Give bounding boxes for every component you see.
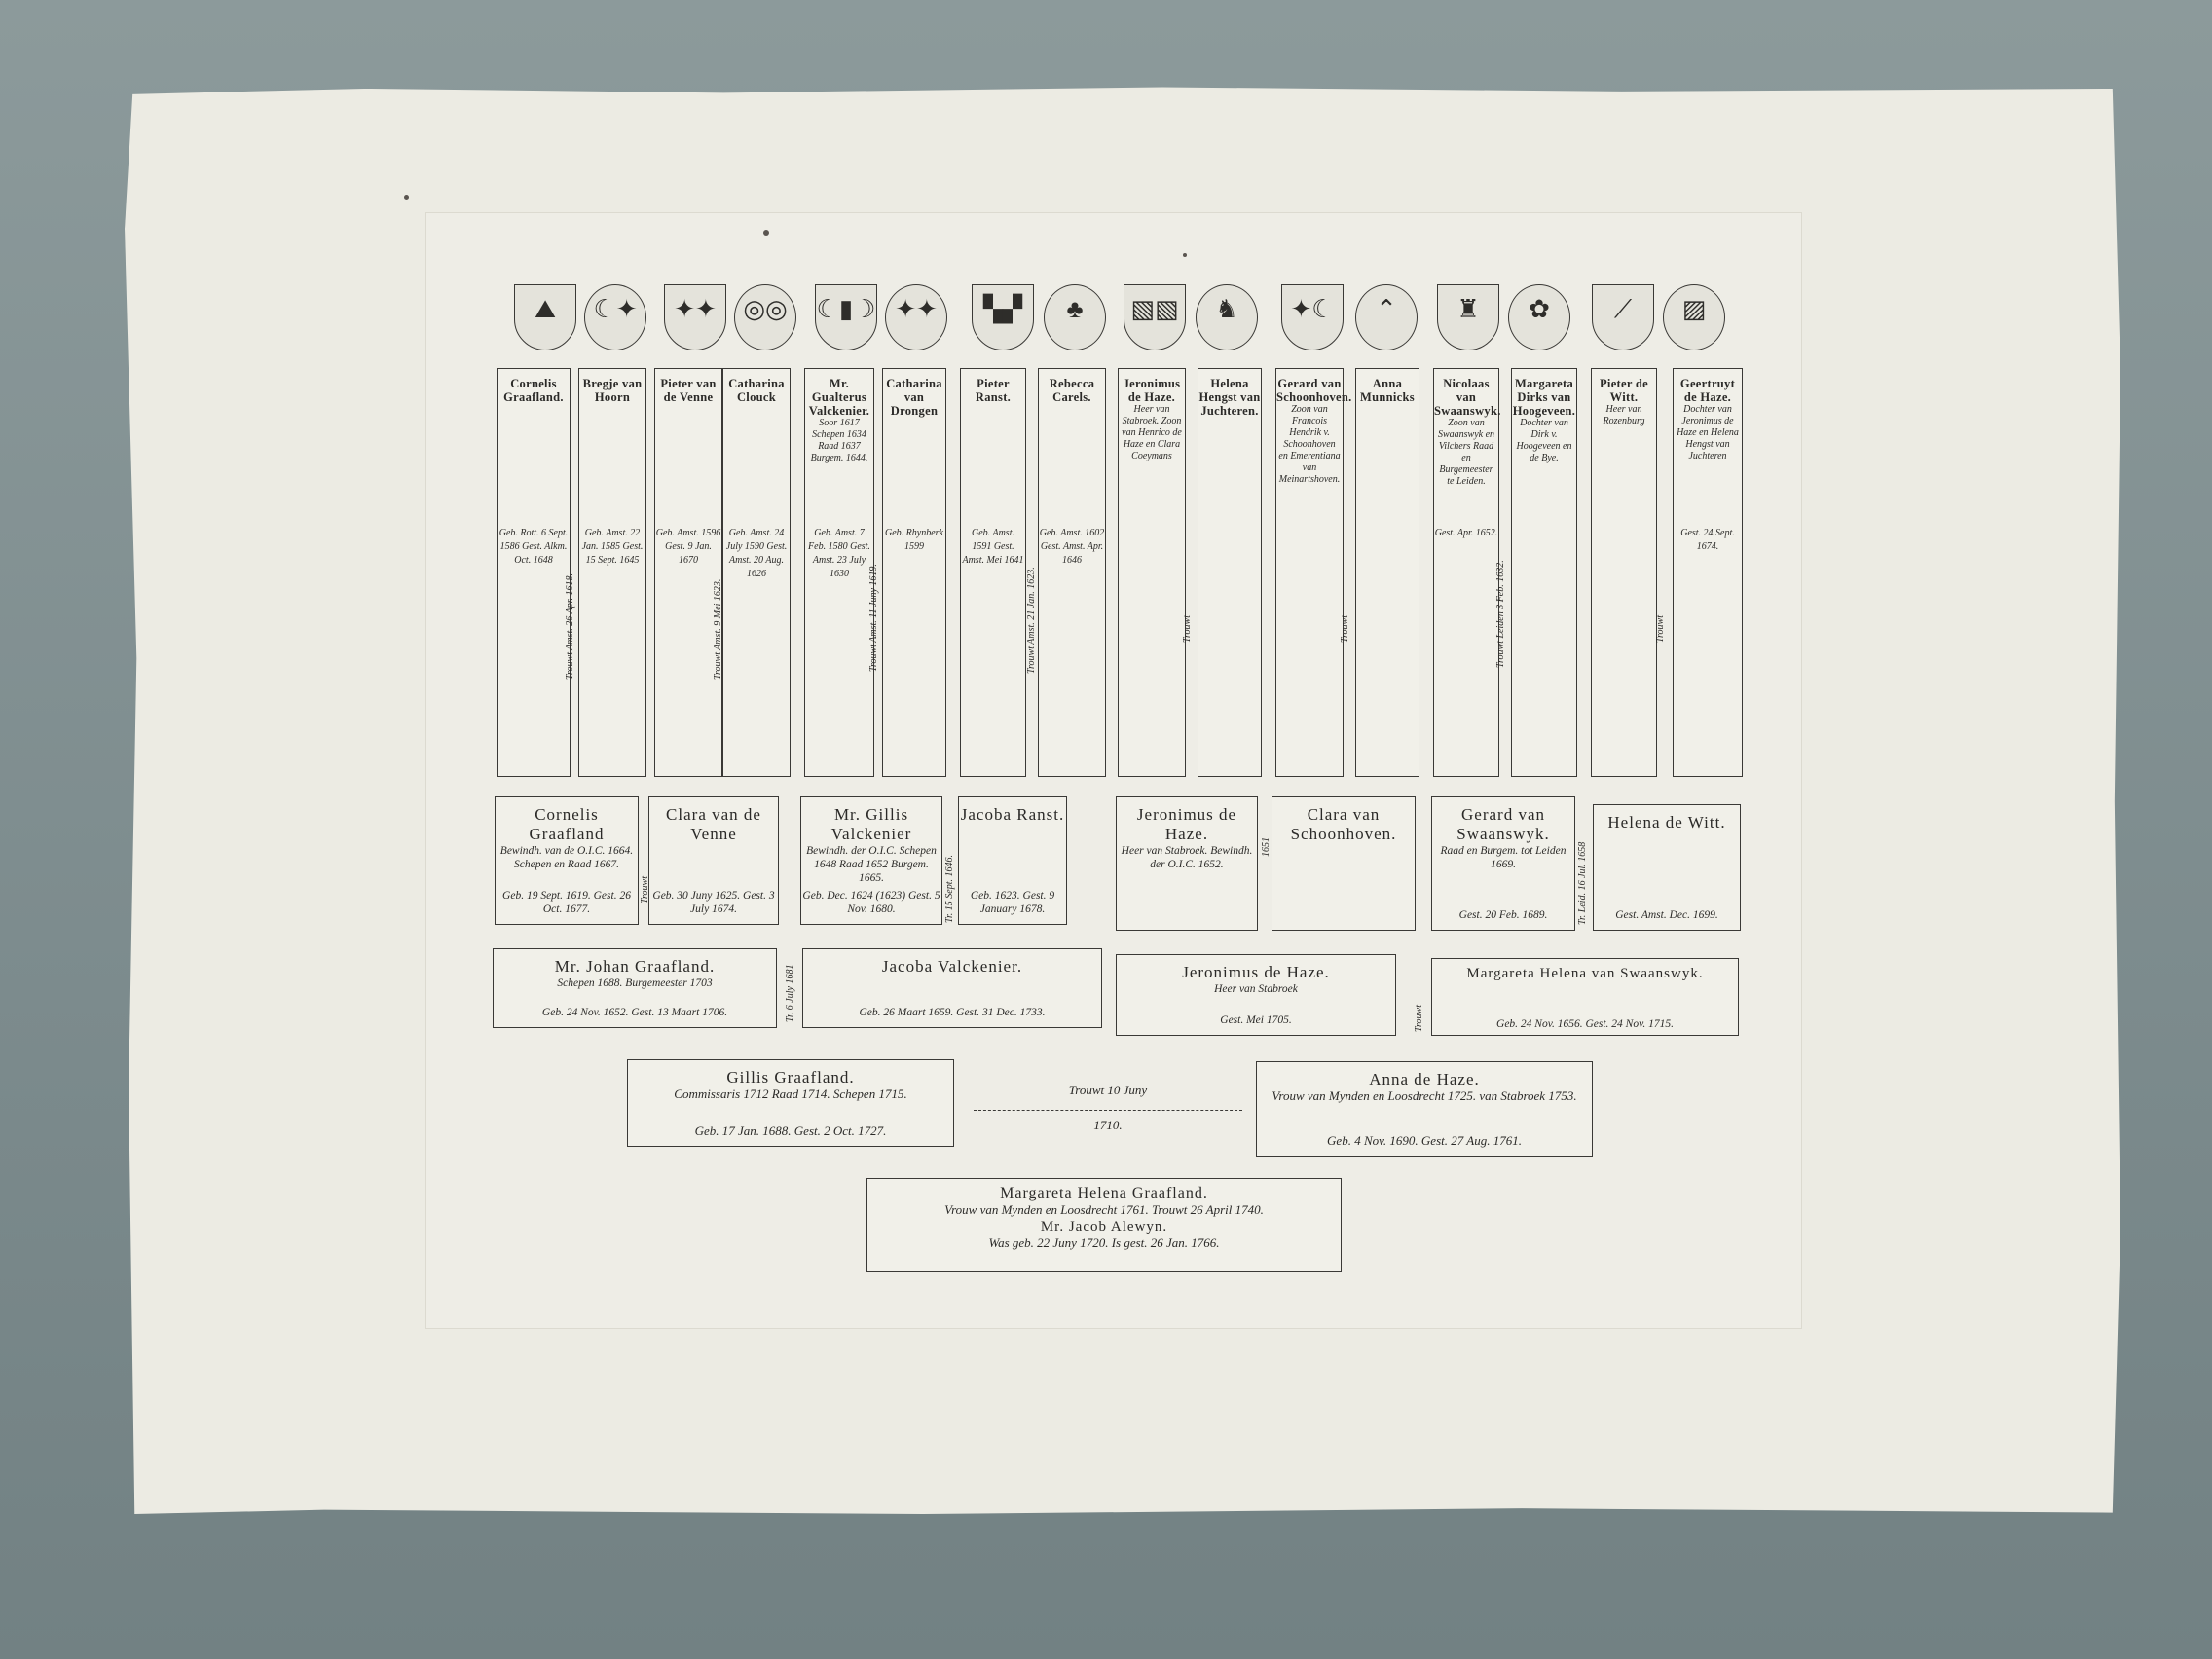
person-box: Mr. Johan Graafland. Schepen 1688. Burgemeester 1703 Geb. 24 Nov. 1652. Gest. 13 Maart 1706.	[493, 948, 777, 1028]
castle-arms-icon: ♜	[1437, 284, 1499, 350]
ancestor-column: Mr. Gualterus Valckenier. Soor 1617 Schepen 1634 Raad 1637 Burgem. 1644. Geb. Amst. 7 Feb. 1580 Gest. Amst. 23 July 1630	[804, 368, 874, 777]
marriage-note: Tr. 6 July 1681	[785, 964, 795, 1022]
marriage-note: Trouwt Amst. 11 Juny 1619.	[868, 564, 879, 672]
ancestor-column: Pieter de Witt. Heer van Rozenburg	[1591, 368, 1657, 777]
mountain-arms-icon: ⛰	[514, 284, 576, 350]
ancestor-column: Cornelis Graafland. Geb. Rott. 6 Sept. 1586 Gest. Alkm. Oct. 1648	[497, 368, 571, 777]
marriage-note: Trouwt	[1414, 1005, 1424, 1032]
foxing-spot	[1183, 253, 1187, 257]
person-box: Jeronimus de Haze. Heer van Stabroek. Bewindh. der O.I.C. 1652.	[1116, 796, 1258, 931]
marriage-note: Trouwt Leiden 3 Feb. 1632.	[1495, 560, 1506, 668]
person-box: Clara van Schoonhoven.	[1272, 796, 1416, 931]
bar-moons-arms-icon: ☾▮☽	[815, 284, 877, 350]
marriage-note: Trouwt Amst. 26 Apr. 1618.	[565, 572, 575, 680]
ancestor-column: Bregje van Hoorn Geb. Amst. 22 Jan. 1585 Gest. 15 Sept. 1645	[578, 368, 646, 777]
ancestor-column: Jeronimus de Haze. Heer van Stabroek. Zoon van Henrico de Haze en Clara Coeymans	[1118, 368, 1186, 777]
marriage-note: 1651	[1261, 837, 1272, 857]
person-box: Helena de Witt. Gest. Amst. Dec. 1699.	[1593, 804, 1741, 931]
stripes-arms-icon: ▨	[1663, 284, 1725, 350]
foxing-spot	[404, 195, 409, 200]
foxing-spot	[763, 230, 769, 236]
stars-arms-icon: ✦✦	[885, 284, 947, 350]
chevron-arms-icon: ⌃	[1355, 284, 1418, 350]
horse-arms-icon: ♞	[1196, 284, 1258, 350]
marriage-note: Trouwt	[1340, 615, 1350, 643]
rings-arms-icon: ◎◎	[734, 284, 796, 350]
person-box: Gillis Graafland. Commissaris 1712 Raad 1714. Schepen 1715. Geb. 17 Jan. 1688. Gest. 2 Oct. 1727.	[627, 1059, 954, 1147]
person-box: Jeronimus de Haze. Heer van Stabroek Gest. Mei 1705.	[1116, 954, 1396, 1036]
person-box: Cornelis Graafland Bewindh. van de O.I.C. 1664. Schepen en Raad 1667. Geb. 19 Sept. 1619. Gest. 26 Oct. 1677.	[495, 796, 639, 925]
ancestor-column: Catharina van Drongen Geb. Rhynberk 1599	[882, 368, 946, 777]
person-box: Anna de Haze. Vrouw van Mynden en Loosdrecht 1725. van Stabroek 1753. Geb. 4 Nov. 1690. Gest. 27 Aug. 1761.	[1256, 1061, 1593, 1157]
marriage-note: Tr. Leid. 16 Jul. 1658	[1577, 841, 1588, 925]
diagonal-arms-icon: ▧▧	[1124, 284, 1186, 350]
bend-arms-icon: ⟋	[1592, 284, 1654, 350]
person-box: Jacoba Ranst. Geb. 1623. Gest. 9 January 1678.	[958, 796, 1067, 925]
ancestor-column: Anna Munnicks	[1355, 368, 1419, 777]
person-box: Clara van de Venne Geb. 30 Juny 1625. Gest. 3 July 1674.	[648, 796, 779, 925]
marriage-note: Trouwt	[640, 876, 650, 903]
marriage-label: Trouwt 10 Juny	[1068, 1083, 1148, 1097]
marriage-note: Trouwt	[1655, 615, 1666, 643]
marriage-note: Trouwt Amst. 21 Jan. 1623.	[1026, 567, 1037, 674]
checker-arms-icon: ▚▞	[972, 284, 1034, 350]
person-box: Jacoba Valckenier. Geb. 26 Maart 1659. Gest. 31 Dec. 1733.	[802, 948, 1102, 1028]
marriage-note: Trouwt Amst. 9 Mei 1623.	[713, 578, 723, 680]
person-box: Margareta Helena van Swaanswyk. Geb. 24 Nov. 1656. Gest. 24 Nov. 1715.	[1431, 958, 1739, 1036]
descendant-box: Margareta Helena Graafland. Vrouw van Mynden en Loosdrecht 1761. Trouwt 26 April 1740. Mr. Jacob Alewyn. Was geb. 22 Juny 1720. Is gest. 26 Jan. 1766.	[866, 1178, 1342, 1272]
person-box: Gerard van Swaanswyk. Raad en Burgem. tot Leiden 1669. Gest. 20 Feb. 1689.	[1431, 796, 1575, 931]
ancestor-column: Nicolaas van Swaanswyk. Zoon van Swaanswyk en Vilchers Raad en Burgemeester te Leiden. Gest. Apr. 1652.	[1433, 368, 1499, 777]
marriage-note: Tr. 15 Sept. 1646.	[944, 854, 955, 923]
person-box: Mr. Gillis Valckenier Bewindh. der O.I.C. Schepen 1648 Raad 1652 Burgem. 1665. Geb. Dec. 1624 (1623) Gest. 5 Nov. 1680.	[800, 796, 942, 925]
marriage-line	[974, 1110, 1242, 1111]
tree-arms-icon: ♣	[1044, 284, 1106, 350]
ancestor-column: Pieter Ranst. Geb. Amst. 1591 Gest. Amst. Mei 1641	[960, 368, 1026, 777]
ancestor-column: Helena Hengst van Juchteren.	[1198, 368, 1262, 777]
marriage-note: Trouwt	[1182, 615, 1193, 643]
ancestor-column: Geertruyt de Haze. Dochter van Jeronimus de Haze en Helena Hengst van Juchteren Gest. 24 Sept. 1674.	[1673, 368, 1743, 777]
ancestor-column: Pieter van de Venne Geb. Amst. 1596 Gest. 9 Jan. 1670	[654, 368, 722, 777]
ancestor-column: Rebecca Carels. Geb. Amst. 1602 Gest. Amst. Apr. 1646	[1038, 368, 1106, 777]
moon-stars-arms-icon: ☾✦	[584, 284, 646, 350]
quartered-arms-icon: ✦☾	[1281, 284, 1344, 350]
stars-arms-icon: ✦✦	[664, 284, 726, 350]
rose-arms-icon: ✿	[1508, 284, 1570, 350]
ancestor-column: Catharina Clouck Geb. Amst. 24 July 1590 Gest. Amst. 20 Aug. 1626	[722, 368, 791, 777]
marriage-year: 1710.	[1093, 1118, 1123, 1132]
ancestor-column: Gerard van Schoonhoven. Zoon van Francois Hendrik v. Schoonhoven en Emerentiana van Meinartshoven.	[1275, 368, 1344, 777]
ancestor-column: Margareta Dirks van Hoogeveen. Dochter van Dirk v. Hoogeveen en de Bye.	[1511, 368, 1577, 777]
